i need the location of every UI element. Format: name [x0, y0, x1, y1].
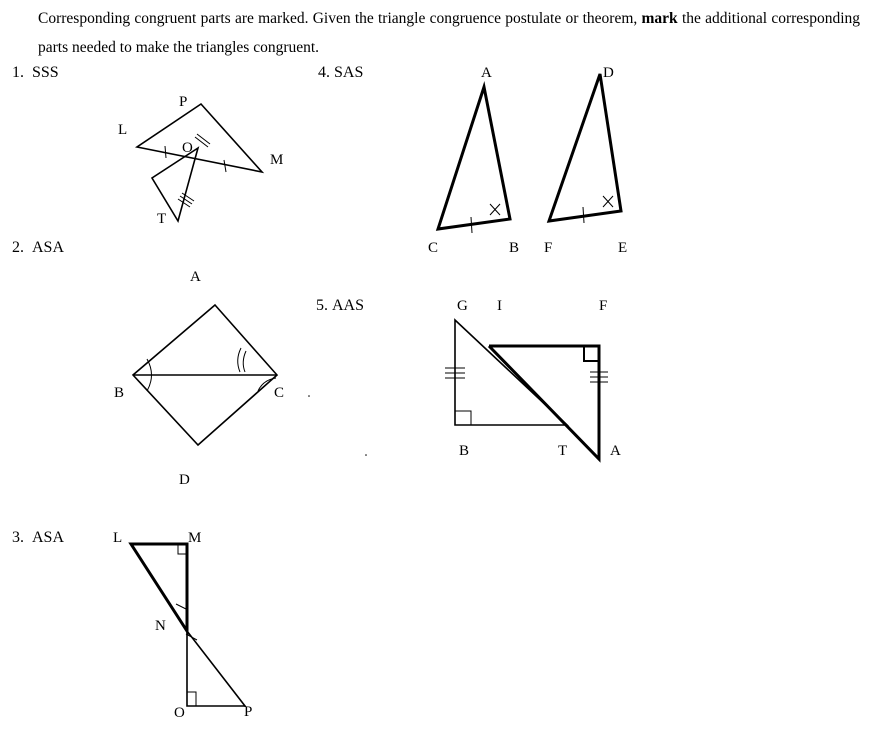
instructions-text-2: the additional corresponding parts needed to make the triangles congruent. — [38, 10, 861, 56]
vertex-label-5-t: T — [558, 443, 568, 459]
vertex-label-3-l: L — [113, 530, 123, 546]
vertex-label-5-f: F — [599, 298, 608, 314]
vertex-label-1-p: P — [179, 94, 188, 110]
vertex-label-1-m: M — [270, 152, 284, 168]
tick-fe — [583, 207, 584, 223]
right-angle-f — [584, 346, 599, 361]
vertex-label-2-d: D — [179, 472, 190, 488]
tick-cb — [471, 217, 472, 233]
right-angle-o — [187, 692, 196, 706]
problem-2-number: 2. — [12, 239, 24, 256]
tick-lo — [165, 146, 166, 158]
vertex-label-3-p: P — [244, 704, 253, 720]
vertex-label-3-n: N — [155, 618, 166, 634]
stray-dot-1 — [308, 395, 310, 397]
angle-arc-c-upper-1 — [238, 348, 241, 372]
stray-dot-2 — [365, 454, 367, 456]
problem-5-theorem: AAS — [332, 297, 365, 314]
problem-2-theorem: ASA — [32, 239, 65, 256]
triangle-abc — [438, 87, 510, 229]
vertex-label-4-d: D — [603, 65, 614, 81]
vertex-label-4-b: B — [509, 240, 520, 256]
vertex-label-1-o: O — [182, 140, 193, 156]
right-angle-b — [455, 411, 471, 425]
tick-po-1 — [197, 134, 210, 144]
tick-ot-2 — [180, 196, 192, 204]
vertex-label-3-m: M — [188, 530, 202, 546]
vertex-label-5-i: I — [497, 298, 502, 314]
problem-1-theorem: SSS — [32, 64, 59, 81]
vertex-label-2-c: C — [274, 385, 285, 401]
problem-3-theorem: ASA — [32, 529, 65, 546]
vertex-label-2-b: B — [114, 385, 125, 401]
triangle-pol — [137, 104, 262, 172]
figure-4-sas — [438, 74, 621, 233]
vertex-label-5-b: B — [459, 443, 470, 459]
problem-5-number: 5. — [316, 297, 328, 314]
tick-po-2 — [195, 137, 208, 147]
vertex-label-4-f: F — [544, 240, 553, 256]
figure-2-asa — [133, 305, 277, 445]
vertex-label-4-c: C — [428, 240, 439, 256]
vertex-label-5-a: A — [610, 443, 621, 459]
vertex-label-1-t: T — [157, 211, 167, 227]
figure-3-asa — [131, 544, 245, 706]
figure-5-aas — [445, 320, 608, 459]
instructions-text-1: Corresponding congruent parts are marked. Given the triangle congruence postulate or theorem, — [38, 10, 638, 27]
vertex-label-1-l: L — [118, 122, 128, 138]
tick-om — [224, 160, 226, 172]
instructions-bold-word: mark — [641, 10, 678, 27]
problem-4-theorem: SAS — [334, 64, 364, 81]
vertex-label-3-o: O — [174, 705, 185, 721]
triangle-ifa — [489, 346, 599, 459]
problem-4-number: 4. — [318, 64, 330, 81]
angle-arc-c-upper-2 — [243, 351, 246, 372]
vertex-label-4-e: E — [618, 240, 628, 256]
vertex-label-4-a: A — [481, 65, 492, 81]
vertex-label-2-a: A — [190, 269, 201, 285]
figure-1-sss — [137, 104, 262, 221]
vertex-label-5-g: G — [457, 298, 468, 314]
problem-1-number: 1. — [12, 64, 24, 81]
problem-3-number: 3. — [12, 529, 24, 546]
